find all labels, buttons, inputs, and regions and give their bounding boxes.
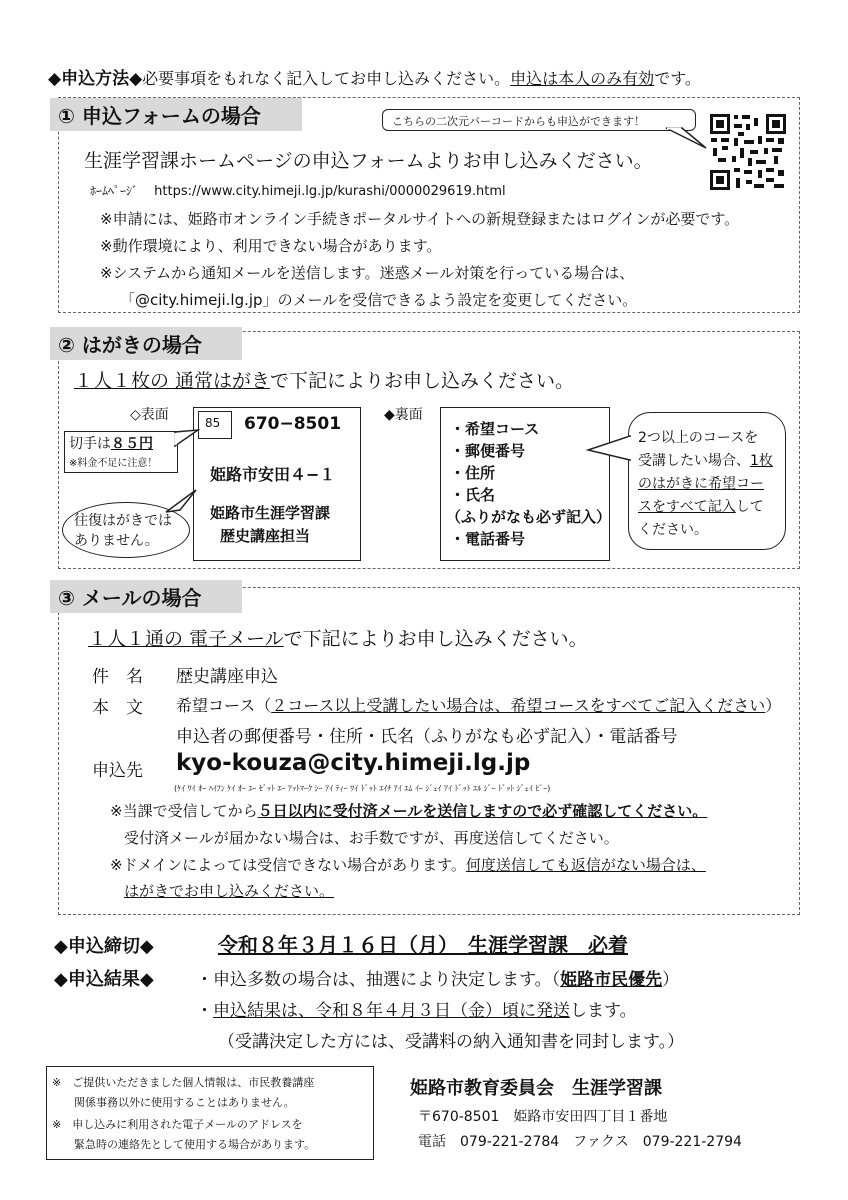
stamp-note-1a: 切手は: [69, 436, 111, 452]
contact-org: 姫路市教育委員会 生涯学習課: [410, 1078, 662, 1099]
privacy-3: ※ 申し込みに利用された電子メールのアドレスを: [52, 1118, 303, 1131]
privacy-2: 関係事務以外に使用することはありません。: [52, 1096, 295, 1109]
mail-section-title: ③ メールの場合: [50, 580, 242, 613]
stamp-note-1: [69, 433, 153, 453]
result-line-3: （受講決定した方には、受講料の納入通知書を同封します。）: [218, 1032, 685, 1052]
multi-note-4a: スをすべて記入: [638, 499, 736, 515]
result-2a: ・: [196, 1001, 213, 1021]
subject-value: 歴史講座申込: [176, 667, 278, 687]
stamp-note-pointer: [174, 428, 200, 452]
front-address-2: 姫路市生涯学習課: [210, 504, 331, 522]
subject-label: 件 名: [92, 667, 143, 687]
method-emph: 申込は本人のみ有効: [510, 69, 655, 88]
deadline-value: 令和８年３月１６日（月） 生涯学習課 必着: [218, 933, 628, 957]
multi-note-4b: して: [735, 499, 764, 515]
body-1c: ）: [765, 696, 782, 715]
return-note-2: ありません。: [74, 533, 159, 549]
contact-phone: 電話 079-221-2784 ファクス 079-221-2794: [418, 1134, 742, 1150]
back-item-2: ・郵便番号: [450, 442, 526, 460]
body-label: 本 文: [92, 698, 143, 718]
result-line-2: [196, 996, 637, 1021]
mail-note-1b: ５日以内に受付済メールを送信しますので必ず確認してください。: [257, 802, 708, 820]
mail-note-3b: 何度送信しても返信がない場合は、: [465, 856, 706, 874]
body-line-1: [176, 693, 781, 716]
postcard-intro-rest: で下記によりお申し込みください。: [270, 370, 575, 392]
form-intro: 生涯学習課ホームページの申込フォームよりお申し込みください。: [84, 150, 653, 172]
result-1c: ）: [662, 970, 680, 990]
deadline-label: ◆申込締切◆: [54, 936, 154, 957]
front-address-1: 姫路市安田４−１: [210, 465, 336, 484]
result-1b: 姫路市民優先: [560, 970, 663, 990]
form-note-3: ※システムから通知メールを送信します。迷惑メール対策を行っている場合は、: [100, 264, 635, 282]
form-url-line: [90, 182, 506, 199]
mail-address[interactable]: kyo-kouza@city.himeji.lg.jp: [176, 750, 531, 776]
stamp-code: 85: [205, 416, 221, 430]
hp-label: ﾎｰﾑﾍﾟｰｼﾞ: [90, 184, 139, 198]
form-url-link[interactable]: https://www.city.himeji.lg.jp/kurashi/0000029619.html: [154, 184, 506, 199]
mail-intro-rest: で下記によりお申し込みください。: [283, 628, 588, 650]
form-note-2: ※動作環境により、利用できない場合があります。: [100, 237, 442, 255]
method-heading: ◆申込方法◆: [48, 69, 143, 89]
multi-note-pointer: [586, 434, 632, 464]
qr-code-icon[interactable]: [708, 112, 788, 192]
stamp-note-2: ※料金不足に注意！: [69, 458, 158, 469]
multi-note-2b: 1枚: [750, 453, 773, 469]
back-item-3: ・住所: [450, 464, 496, 482]
method-text: 必要事項をもれなく記入してお申し込みください。: [142, 69, 511, 88]
mail-note-4: はがきでお申し込みください。: [124, 882, 335, 900]
back-item-1: ・希望コース: [450, 420, 540, 438]
mail-intro: [88, 624, 588, 651]
method-line: [48, 64, 701, 89]
result-1a: ・申込多数の場合は、抽選により決定します。（: [196, 970, 561, 990]
multi-note-2: [638, 450, 773, 470]
result-label: ◆申込結果◆: [54, 969, 154, 990]
body-1b: ２コース以上受講したい場合は、希望コースをすべてご記入ください: [271, 696, 766, 715]
multi-note-2a: 受講したい場合、: [638, 453, 750, 469]
mail-note-2: 受付済メールが届かない場合は、お手数ですが、再度送信してください。: [124, 829, 619, 847]
form-section-title: ① 申込フォームの場合: [50, 98, 302, 131]
mail-note-1a: ※当課で受信してから: [110, 802, 258, 820]
body-1a: 希望コース（: [176, 696, 272, 715]
mail-note-1: [110, 800, 707, 821]
form-note-1: ※申請には、姫路市オンライン手続きポータルサイトへの新規登録またはログインが必要です。: [100, 210, 740, 228]
qr-note-pointer: [660, 126, 710, 152]
privacy-4: 緊急時の連絡先として使用する場合があります。: [52, 1138, 316, 1151]
multi-note-5: ください。: [638, 522, 708, 538]
multi-note-4: [638, 496, 764, 516]
postcard-intro: [74, 366, 574, 393]
privacy-1: ※ ご提供いただきました個人情報は、市民教養講座: [52, 1076, 315, 1089]
contact-address: 〒670-8501 姫路市安田四丁目１番地: [418, 1109, 668, 1125]
result-2b: 申込結果は、令和８年４月３日（金）頃に発送: [213, 1001, 570, 1021]
multi-note-3: のはがきに希望コー: [638, 476, 764, 492]
mail-address-reading: (ｹｲ ﾜｲ ｵｰ ﾊｲﾌﾝ ｹｲ ｵｰ ﾕｰ ｾﾞｯﾄ ｴｰ ｱｯﾄﾏｰｸ ｼｰ ｱｲ ﾃｨｰ ﾜｲ ﾄﾞｯﾄ ｴｲﾁ ｱｲ ｴﾑ ｲｰ ｼﾞｪｲ ｱｲ ﾄﾞｯﾄ ｴﾙ ｼﾞｰ ﾄﾞｯﾄ ｼﾞｪｲ ﾋﾟｰ): [174, 784, 551, 793]
qr-note-text: こちらの二次元バーコードからも申込ができます！: [392, 115, 645, 128]
postcard-section-title: ② はがきの場合: [50, 327, 242, 360]
to-label: 申込先: [92, 761, 143, 781]
back-item-6: ・電話番号: [450, 530, 526, 548]
method-tail: です。: [654, 69, 701, 88]
mail-note-3: [110, 854, 706, 875]
back-item-5: （ふりがなも必ず記入）: [446, 508, 612, 526]
front-address-3: 歴史講座担当: [220, 527, 311, 545]
form-note-4: 「@city.himeji.lg.jp」のメールを受信できるよう設定を変更してください。: [120, 291, 638, 309]
postcard-intro-emph: １人１枚の 通常はがき: [74, 370, 271, 392]
mail-intro-emph: １人１通の 電子メール: [88, 628, 284, 650]
back-item-4: ・氏名: [450, 486, 496, 504]
result-2c: します。: [570, 1001, 637, 1021]
front-zip: 670−8501: [244, 414, 342, 434]
mail-note-3a: ※ドメインによっては受信できない場合があります。: [110, 856, 466, 874]
result-line-1: [196, 965, 679, 990]
stamp-note-1b: ８５円: [111, 436, 153, 452]
front-label: ◇表面: [130, 407, 169, 423]
body-line-2: 申込者の郵便番号・住所・氏名（ふりがなも必ず記入）・電話番号: [176, 727, 678, 747]
back-label: ◆裏面: [384, 407, 423, 423]
return-note-1: 往復はがきでは: [74, 513, 172, 529]
multi-note-1: 2つ以上のコースを: [638, 430, 759, 446]
